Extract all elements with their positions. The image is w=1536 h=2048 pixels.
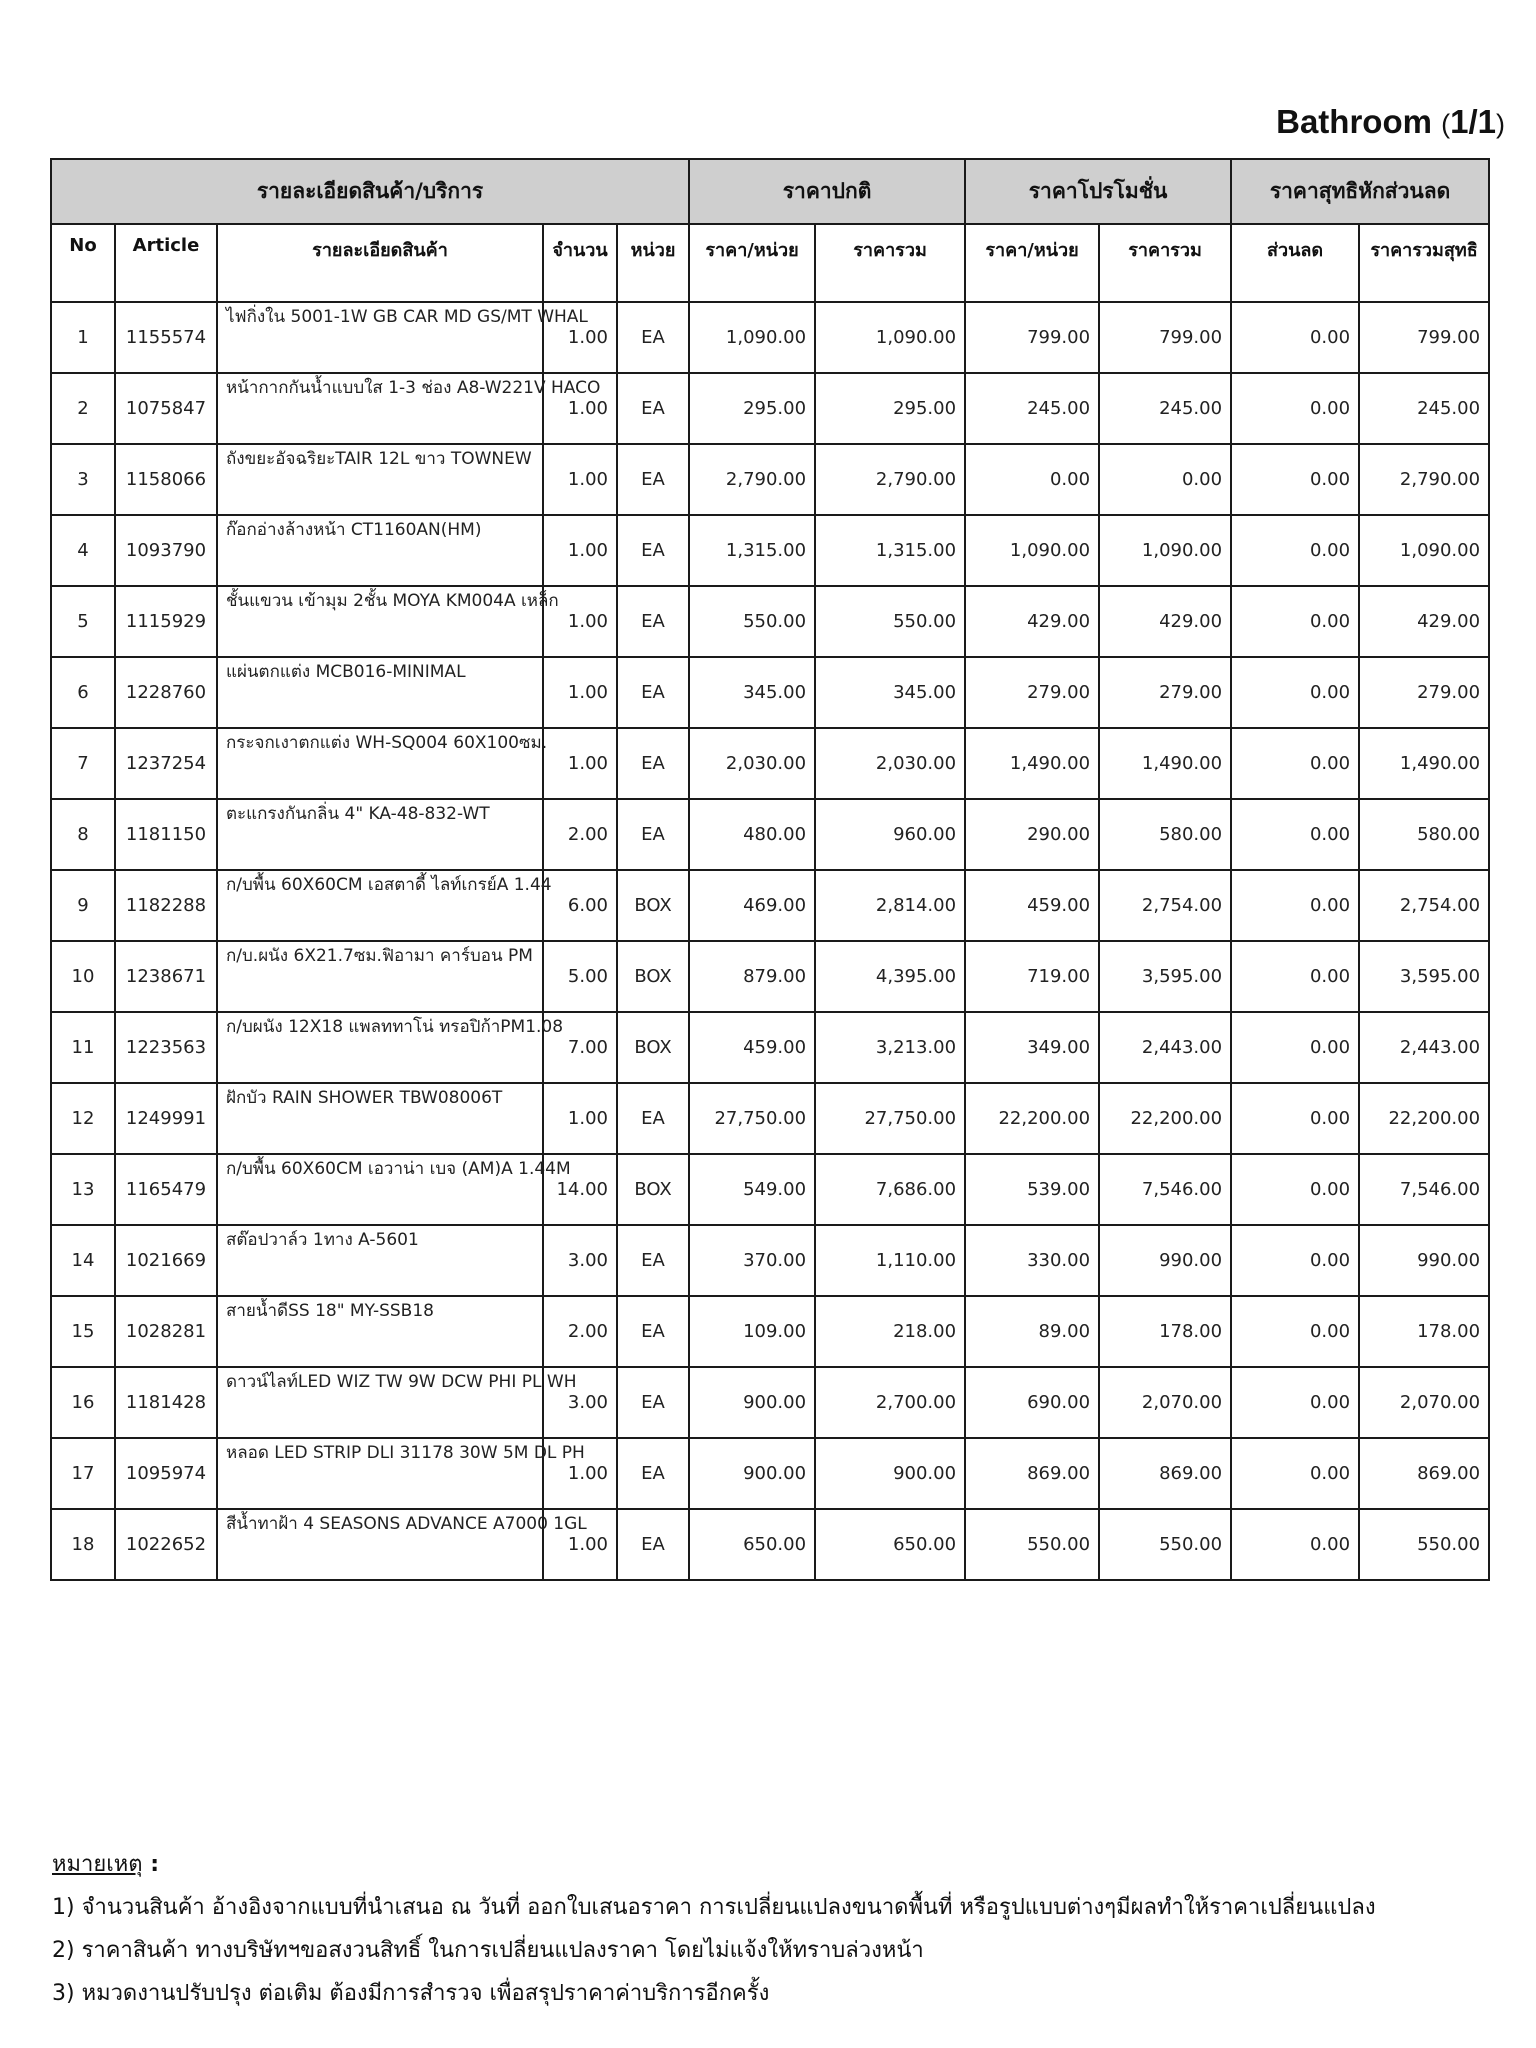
cell-unit: BOX <box>617 870 689 941</box>
cell-promo-total: 0.00 <box>1099 444 1231 515</box>
cell-promo-total: 799.00 <box>1099 302 1231 373</box>
cell-no: 10 <box>51 941 115 1012</box>
cell-net-total: 3,595.00 <box>1359 941 1489 1012</box>
cell-no: 16 <box>51 1367 115 1438</box>
cell-promo-unit-price: 719.00 <box>965 941 1099 1012</box>
cell-discount: 0.00 <box>1231 870 1359 941</box>
cell-qty: 14.00 <box>543 1154 617 1225</box>
cell-article: 1028281 <box>115 1296 217 1367</box>
note-item-1: 1) จำนวนสินค้า อ้างอิงจากแบบที่นำเสนอ ณ วันที่ ออกใบเสนอราคา การเปลี่ยนแปลงขนาดพื้นที่ หรือรูปแบบต่างๆมีผลทำให้ราคาเปลี่ยนแปลง <box>52 1895 1376 1920</box>
cell-unit-price: 2,030.00 <box>689 728 815 799</box>
cell-promo-total: 2,443.00 <box>1099 1012 1231 1083</box>
column-header-row <box>51 224 1489 302</box>
cell-net-total: 429.00 <box>1359 586 1489 657</box>
cell-unit-price: 900.00 <box>689 1438 815 1509</box>
cell-unit-price: 1,315.00 <box>689 515 815 586</box>
cell-discount: 0.00 <box>1231 1012 1359 1083</box>
table-row <box>51 941 1489 1012</box>
cell-promo-unit-price: 330.00 <box>965 1225 1099 1296</box>
cell-discount: 0.00 <box>1231 1154 1359 1225</box>
cell-total: 4,395.00 <box>815 941 965 1012</box>
table-row <box>51 373 1489 444</box>
cell-discount: 0.00 <box>1231 728 1359 799</box>
cell-article: 1021669 <box>115 1225 217 1296</box>
cell-article: 1115929 <box>115 586 217 657</box>
cell-net-total: 2,070.00 <box>1359 1367 1489 1438</box>
cell-discount: 0.00 <box>1231 444 1359 515</box>
col-header-net-total: ราคารวมสุทธิ <box>1359 224 1489 302</box>
note-item-2: 2) ราคาสินค้า ทางบริษัทฯขอสงวนสิทธิ์ ในการเปลี่ยนแปลงราคา โดยไม่แจ้งให้ทราบล่วงหน้า <box>52 1938 924 1963</box>
cell-unit: EA <box>617 586 689 657</box>
cell-discount: 0.00 <box>1231 657 1359 728</box>
table-row <box>51 1083 1489 1154</box>
cell-description: ก๊อกอ่างล้างหน้า CT1160AN(HM) <box>217 515 543 586</box>
cell-promo-total: 178.00 <box>1099 1296 1231 1367</box>
header-group-net-price: ราคาสุทธิหักส่วนลด <box>1231 159 1489 224</box>
table-row <box>51 1438 1489 1509</box>
cell-unit: BOX <box>617 1154 689 1225</box>
cell-net-total: 580.00 <box>1359 799 1489 870</box>
cell-description: ดาวน์ไลท์LED WIZ TW 9W DCW PHI PL WH <box>217 1367 543 1438</box>
cell-no: 11 <box>51 1012 115 1083</box>
cell-discount: 0.00 <box>1231 1438 1359 1509</box>
cell-unit: EA <box>617 1367 689 1438</box>
col-header-promo-total: ราคารวม <box>1099 224 1231 302</box>
cell-unit-price: 295.00 <box>689 373 815 444</box>
notes-heading: หมายเหตุ <box>52 1852 143 1877</box>
cell-total: 2,790.00 <box>815 444 965 515</box>
cell-description: ก/บ.ผนัง 6X21.7ซม.ฟิอามา คาร์บอน PM <box>217 941 543 1012</box>
cell-description: ถังขยะอัจฉริยะTAIR 12L ขาว TOWNEW <box>217 444 543 515</box>
cell-no: 14 <box>51 1225 115 1296</box>
table-row <box>51 586 1489 657</box>
cell-article: 1095974 <box>115 1438 217 1509</box>
cell-promo-total: 990.00 <box>1099 1225 1231 1296</box>
cell-unit-price: 459.00 <box>689 1012 815 1083</box>
cell-qty: 6.00 <box>543 870 617 941</box>
cell-promo-total: 1,490.00 <box>1099 728 1231 799</box>
cell-unit-price: 2,790.00 <box>689 444 815 515</box>
cell-promo-unit-price: 279.00 <box>965 657 1099 728</box>
cell-unit: EA <box>617 728 689 799</box>
cell-article: 1249991 <box>115 1083 217 1154</box>
quotation-table <box>50 158 1490 1581</box>
cell-discount: 0.00 <box>1231 1509 1359 1580</box>
cell-promo-unit-price: 459.00 <box>965 870 1099 941</box>
header-group-detail: รายละเอียดสินค้า/บริการ <box>51 159 689 224</box>
cell-net-total: 245.00 <box>1359 373 1489 444</box>
cell-qty: 5.00 <box>543 941 617 1012</box>
cell-promo-unit-price: 290.00 <box>965 799 1099 870</box>
cell-unit: EA <box>617 1225 689 1296</box>
cell-total: 2,814.00 <box>815 870 965 941</box>
cell-net-total: 1,490.00 <box>1359 728 1489 799</box>
cell-net-total: 178.00 <box>1359 1296 1489 1367</box>
cell-unit: EA <box>617 799 689 870</box>
cell-qty: 1.00 <box>543 586 617 657</box>
page-title-page: 1/1 <box>1450 103 1496 140</box>
cell-qty: 1.00 <box>543 657 617 728</box>
cell-no: 4 <box>51 515 115 586</box>
cell-description: ไฟกิ่งใน 5001-1W GB CAR MD GS/MT WHAL <box>217 302 543 373</box>
cell-net-total: 2,443.00 <box>1359 1012 1489 1083</box>
cell-promo-unit-price: 539.00 <box>965 1154 1099 1225</box>
cell-total: 295.00 <box>815 373 965 444</box>
cell-unit-price: 109.00 <box>689 1296 815 1367</box>
cell-net-total: 869.00 <box>1359 1438 1489 1509</box>
cell-article: 1165479 <box>115 1154 217 1225</box>
cell-qty: 1.00 <box>543 444 617 515</box>
cell-no: 2 <box>51 373 115 444</box>
cell-article: 1228760 <box>115 657 217 728</box>
cell-total: 900.00 <box>815 1438 965 1509</box>
cell-unit: EA <box>617 373 689 444</box>
table-row <box>51 799 1489 870</box>
cell-no: 13 <box>51 1154 115 1225</box>
table-row <box>51 1367 1489 1438</box>
cell-no: 15 <box>51 1296 115 1367</box>
table-row <box>51 1225 1489 1296</box>
cell-no: 8 <box>51 799 115 870</box>
cell-no: 5 <box>51 586 115 657</box>
page-title-open-paren: ( <box>1441 109 1451 139</box>
cell-qty: 1.00 <box>543 1509 617 1580</box>
cell-qty: 1.00 <box>543 1083 617 1154</box>
cell-promo-unit-price: 1,490.00 <box>965 728 1099 799</box>
cell-promo-total: 3,595.00 <box>1099 941 1231 1012</box>
cell-promo-unit-price: 799.00 <box>965 302 1099 373</box>
cell-promo-unit-price: 349.00 <box>965 1012 1099 1083</box>
cell-promo-total: 869.00 <box>1099 1438 1231 1509</box>
cell-discount: 0.00 <box>1231 941 1359 1012</box>
cell-net-total: 7,546.00 <box>1359 1154 1489 1225</box>
cell-net-total: 1,090.00 <box>1359 515 1489 586</box>
cell-no: 9 <box>51 870 115 941</box>
cell-promo-total: 550.00 <box>1099 1509 1231 1580</box>
table-row <box>51 870 1489 941</box>
cell-discount: 0.00 <box>1231 1083 1359 1154</box>
cell-no: 3 <box>51 444 115 515</box>
table-row <box>51 1154 1489 1225</box>
cell-net-total: 22,200.00 <box>1359 1083 1489 1154</box>
cell-unit: EA <box>617 657 689 728</box>
cell-unit-price: 1,090.00 <box>689 302 815 373</box>
cell-promo-unit-price: 429.00 <box>965 586 1099 657</box>
cell-unit-price: 370.00 <box>689 1225 815 1296</box>
cell-description: ก/บพื้น 60X60CM เอวาน่า เบจ (AM)A 1.44M <box>217 1154 543 1225</box>
table-row <box>51 1509 1489 1580</box>
cell-promo-total: 2,754.00 <box>1099 870 1231 941</box>
table-row <box>51 444 1489 515</box>
cell-description: สต๊อปวาล์ว 1ทาง A-5601 <box>217 1225 543 1296</box>
cell-unit: EA <box>617 515 689 586</box>
cell-article: 1182288 <box>115 870 217 941</box>
cell-net-total: 279.00 <box>1359 657 1489 728</box>
col-header-unit: หน่วย <box>617 224 689 302</box>
cell-unit-price: 879.00 <box>689 941 815 1012</box>
table-body <box>51 302 1489 1580</box>
cell-qty: 1.00 <box>543 515 617 586</box>
table-row <box>51 515 1489 586</box>
cell-description: ชั้นแขวน เข้ามุม 2ชั้น MOYA KM004A เหล็ก <box>217 586 543 657</box>
col-header-qty: จำนวน <box>543 224 617 302</box>
cell-promo-total: 245.00 <box>1099 373 1231 444</box>
cell-article: 1223563 <box>115 1012 217 1083</box>
cell-promo-unit-price: 690.00 <box>965 1367 1099 1438</box>
cell-discount: 0.00 <box>1231 586 1359 657</box>
cell-unit: EA <box>617 1438 689 1509</box>
cell-unit: EA <box>617 1296 689 1367</box>
col-header-discount: ส่วนลด <box>1231 224 1359 302</box>
cell-total: 7,686.00 <box>815 1154 965 1225</box>
cell-article: 1075847 <box>115 373 217 444</box>
cell-total: 2,700.00 <box>815 1367 965 1438</box>
cell-total: 27,750.00 <box>815 1083 965 1154</box>
cell-net-total: 799.00 <box>1359 302 1489 373</box>
cell-promo-unit-price: 89.00 <box>965 1296 1099 1367</box>
cell-discount: 0.00 <box>1231 515 1359 586</box>
cell-net-total: 2,754.00 <box>1359 870 1489 941</box>
cell-no: 6 <box>51 657 115 728</box>
cell-promo-total: 279.00 <box>1099 657 1231 728</box>
col-header-unit-price: ราคา/หน่วย <box>689 224 815 302</box>
cell-qty: 3.00 <box>543 1225 617 1296</box>
cell-unit-price: 650.00 <box>689 1509 815 1580</box>
cell-qty: 7.00 <box>543 1012 617 1083</box>
cell-promo-unit-price: 1,090.00 <box>965 515 1099 586</box>
cell-unit: BOX <box>617 941 689 1012</box>
cell-unit-price: 27,750.00 <box>689 1083 815 1154</box>
table-row <box>51 1012 1489 1083</box>
cell-description: ฝักบัว RAIN SHOWER TBW08006T <box>217 1083 543 1154</box>
cell-qty: 1.00 <box>543 1438 617 1509</box>
cell-discount: 0.00 <box>1231 1367 1359 1438</box>
cell-promo-total: 1,090.00 <box>1099 515 1231 586</box>
cell-article: 1022652 <box>115 1509 217 1580</box>
cell-qty: 2.00 <box>543 1296 617 1367</box>
cell-promo-unit-price: 0.00 <box>965 444 1099 515</box>
cell-discount: 0.00 <box>1231 1225 1359 1296</box>
col-header-description: รายละเอียดสินค้า <box>217 224 543 302</box>
cell-total: 3,213.00 <box>815 1012 965 1083</box>
cell-discount: 0.00 <box>1231 302 1359 373</box>
header-group-row <box>51 159 1489 224</box>
col-header-promo-unit-price: ราคา/หน่วย <box>965 224 1099 302</box>
page-title <box>1276 103 1505 141</box>
cell-article: 1237254 <box>115 728 217 799</box>
cell-description: สีน้ำทาฝ้า 4 SEASONS ADVANCE A7000 1GL <box>217 1509 543 1580</box>
cell-unit-price: 469.00 <box>689 870 815 941</box>
cell-total: 1,090.00 <box>815 302 965 373</box>
cell-article: 1181150 <box>115 799 217 870</box>
cell-total: 960.00 <box>815 799 965 870</box>
cell-net-total: 550.00 <box>1359 1509 1489 1580</box>
col-header-total: ราคารวม <box>815 224 965 302</box>
cell-description: ตะแกรงกันกลิ่น 4" KA-48-832-WT <box>217 799 543 870</box>
cell-unit-price: 345.00 <box>689 657 815 728</box>
cell-description: สายน้ำดีSS 18" MY-SSB18 <box>217 1296 543 1367</box>
notes-heading-colon: : <box>142 1852 160 1877</box>
col-header-no: No <box>51 224 115 302</box>
cell-promo-total: 580.00 <box>1099 799 1231 870</box>
cell-no: 7 <box>51 728 115 799</box>
cell-no: 17 <box>51 1438 115 1509</box>
cell-promo-unit-price: 550.00 <box>965 1509 1099 1580</box>
cell-promo-unit-price: 22,200.00 <box>965 1083 1099 1154</box>
page-title-close-paren: ) <box>1496 109 1505 139</box>
cell-no: 1 <box>51 302 115 373</box>
cell-description: แผ่นตกแต่ง MCB016-MINIMAL <box>217 657 543 728</box>
cell-unit: EA <box>617 1083 689 1154</box>
cell-net-total: 990.00 <box>1359 1225 1489 1296</box>
header-group-regular-price: ราคาปกติ <box>689 159 965 224</box>
cell-net-total: 2,790.00 <box>1359 444 1489 515</box>
cell-article: 1238671 <box>115 941 217 1012</box>
cell-total: 2,030.00 <box>815 728 965 799</box>
cell-unit: EA <box>617 302 689 373</box>
cell-unit-price: 549.00 <box>689 1154 815 1225</box>
table-row <box>51 1296 1489 1367</box>
cell-unit: EA <box>617 444 689 515</box>
cell-article: 1093790 <box>115 515 217 586</box>
notes-section <box>52 1843 1376 2015</box>
cell-article: 1155574 <box>115 302 217 373</box>
cell-qty: 1.00 <box>543 373 617 444</box>
table-row <box>51 657 1489 728</box>
cell-article: 1158066 <box>115 444 217 515</box>
cell-promo-total: 429.00 <box>1099 586 1231 657</box>
col-header-article: Article <box>115 224 217 302</box>
cell-qty: 3.00 <box>543 1367 617 1438</box>
notes-heading-line <box>52 1843 1376 1886</box>
cell-discount: 0.00 <box>1231 799 1359 870</box>
cell-description: หน้ากากกันน้ำแบบใส 1-3 ช่อง A8-W221V HACO <box>217 373 543 444</box>
cell-unit-price: 480.00 <box>689 799 815 870</box>
cell-discount: 0.00 <box>1231 1296 1359 1367</box>
cell-unit-price: 900.00 <box>689 1367 815 1438</box>
page-title-label: Bathroom <box>1276 103 1432 140</box>
cell-promo-unit-price: 245.00 <box>965 373 1099 444</box>
cell-qty: 2.00 <box>543 799 617 870</box>
cell-article: 1181428 <box>115 1367 217 1438</box>
cell-total: 650.00 <box>815 1509 965 1580</box>
table-row <box>51 728 1489 799</box>
cell-unit-price: 550.00 <box>689 586 815 657</box>
cell-description: กระจกเงาตกแต่ง WH-SQ004 60X100ซม. <box>217 728 543 799</box>
cell-description: ก/บพื้น 60X60CM เอสตาดี้ ไลท์เกรย์A 1.44 <box>217 870 543 941</box>
cell-promo-unit-price: 869.00 <box>965 1438 1099 1509</box>
cell-description: หลอด LED STRIP DLI 31178 30W 5M DL PH <box>217 1438 543 1509</box>
header-group-promo-price: ราคาโปรโมชั่น <box>965 159 1231 224</box>
cell-promo-total: 22,200.00 <box>1099 1083 1231 1154</box>
table-row <box>51 302 1489 373</box>
cell-description: ก/บผนัง 12X18 แพลททาโน่ ทรอปิก้าPM1.08 <box>217 1012 543 1083</box>
cell-qty: 1.00 <box>543 302 617 373</box>
cell-promo-total: 7,546.00 <box>1099 1154 1231 1225</box>
cell-total: 1,110.00 <box>815 1225 965 1296</box>
cell-unit: EA <box>617 1509 689 1580</box>
cell-total: 345.00 <box>815 657 965 728</box>
cell-total: 550.00 <box>815 586 965 657</box>
cell-qty: 1.00 <box>543 728 617 799</box>
cell-no: 12 <box>51 1083 115 1154</box>
cell-discount: 0.00 <box>1231 373 1359 444</box>
note-item-3: 3) หมวดงานปรับปรุง ต่อเติม ต้องมีการสำรวจ เพื่อสรุปราคาค่าบริการอีกครั้ง <box>52 1981 770 2006</box>
cell-total: 1,315.00 <box>815 515 965 586</box>
cell-total: 218.00 <box>815 1296 965 1367</box>
cell-unit: BOX <box>617 1012 689 1083</box>
cell-no: 18 <box>51 1509 115 1580</box>
cell-promo-total: 2,070.00 <box>1099 1367 1231 1438</box>
